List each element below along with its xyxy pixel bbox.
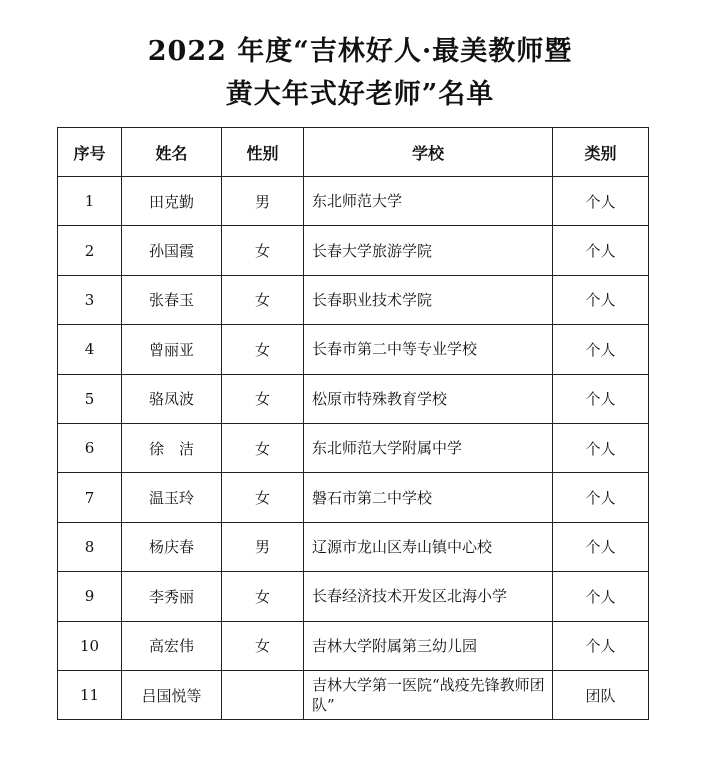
cell-gender: 女 xyxy=(222,325,304,374)
table-row xyxy=(58,572,649,621)
cell-no: 11 xyxy=(58,670,122,719)
table-row xyxy=(58,177,649,226)
cell-gender: 女 xyxy=(222,473,304,522)
cell-category: 个人 xyxy=(553,325,649,374)
cell-name: 李秀丽 xyxy=(122,572,222,621)
table-row xyxy=(58,621,649,670)
cell-gender: 男 xyxy=(222,522,304,571)
cell-gender: 女 xyxy=(222,572,304,621)
cell-no: 4 xyxy=(58,325,122,374)
cell-name: 曾丽亚 xyxy=(122,325,222,374)
cell-gender: 男 xyxy=(222,177,304,226)
table-row xyxy=(58,275,649,324)
cell-no: 5 xyxy=(58,374,122,423)
cell-no: 7 xyxy=(58,473,122,522)
cell-category: 个人 xyxy=(553,621,649,670)
table-row xyxy=(58,670,649,719)
cell-gender: 女 xyxy=(222,423,304,472)
cell-name: 高宏伟 xyxy=(122,621,222,670)
cell-name: 杨庆春 xyxy=(122,522,222,571)
cell-category: 个人 xyxy=(553,572,649,621)
title-line-2: 黄大年式好老师”名单 xyxy=(225,79,495,110)
cell-name: 孙国霞 xyxy=(122,226,222,275)
cell-name: 温玉玲 xyxy=(122,473,222,522)
cell-no: 6 xyxy=(58,423,122,472)
title-line-1: 2022 年度“吉林好人·最美教师暨 xyxy=(147,36,573,67)
cell-category: 个人 xyxy=(553,177,649,226)
table-row xyxy=(58,522,649,571)
cell-school: 吉林大学附属第三幼儿园 xyxy=(304,621,553,670)
cell-school: 长春经济技术开发区北海小学 xyxy=(304,572,553,621)
cell-no: 1 xyxy=(58,177,122,226)
table-row xyxy=(58,374,649,423)
cell-school: 东北师范大学 xyxy=(304,177,553,226)
cell-no: 8 xyxy=(58,522,122,571)
cell-no: 3 xyxy=(58,275,122,324)
cell-school: 长春市第二中等专业学校 xyxy=(304,325,553,374)
table-row xyxy=(58,226,649,275)
cell-school: 吉林大学第一医院“战疫先锋教师团队” xyxy=(304,670,553,719)
header-school: 学校 xyxy=(304,128,553,177)
cell-category: 团队 xyxy=(553,670,649,719)
cell-school: 松原市特殊教育学校 xyxy=(304,374,553,423)
cell-gender xyxy=(222,670,304,719)
header-name: 姓名 xyxy=(122,128,222,177)
cell-name: 吕国悦等 xyxy=(122,670,222,719)
cell-no: 10 xyxy=(58,621,122,670)
cell-school: 磐石市第二中学校 xyxy=(304,473,553,522)
cell-school: 东北师范大学附属中学 xyxy=(304,423,553,472)
cell-gender: 女 xyxy=(222,374,304,423)
table-row xyxy=(58,473,649,522)
cell-no: 2 xyxy=(58,226,122,275)
cell-gender: 女 xyxy=(222,226,304,275)
document-title xyxy=(0,30,720,116)
cell-no: 9 xyxy=(58,572,122,621)
cell-name: 骆凤波 xyxy=(122,374,222,423)
cell-gender: 女 xyxy=(222,275,304,324)
cell-name: 张春玉 xyxy=(122,275,222,324)
cell-school: 辽源市龙山区寿山镇中心校 xyxy=(304,522,553,571)
header-category: 类别 xyxy=(553,128,649,177)
header-no: 序号 xyxy=(58,128,122,177)
cell-category: 个人 xyxy=(553,522,649,571)
header-gender: 性别 xyxy=(222,128,304,177)
cell-category: 个人 xyxy=(553,473,649,522)
honoree-table xyxy=(57,127,649,720)
cell-name: 田克勤 xyxy=(122,177,222,226)
cell-school: 长春职业技术学院 xyxy=(304,275,553,324)
cell-name: 徐 洁 xyxy=(122,423,222,472)
cell-category: 个人 xyxy=(553,423,649,472)
cell-category: 个人 xyxy=(553,374,649,423)
cell-school: 长春大学旅游学院 xyxy=(304,226,553,275)
table-row xyxy=(58,325,649,374)
cell-gender: 女 xyxy=(222,621,304,670)
cell-category: 个人 xyxy=(553,226,649,275)
table-body xyxy=(58,177,649,720)
cell-category: 个人 xyxy=(553,275,649,324)
table-row xyxy=(58,423,649,472)
table-header-row xyxy=(58,128,649,177)
